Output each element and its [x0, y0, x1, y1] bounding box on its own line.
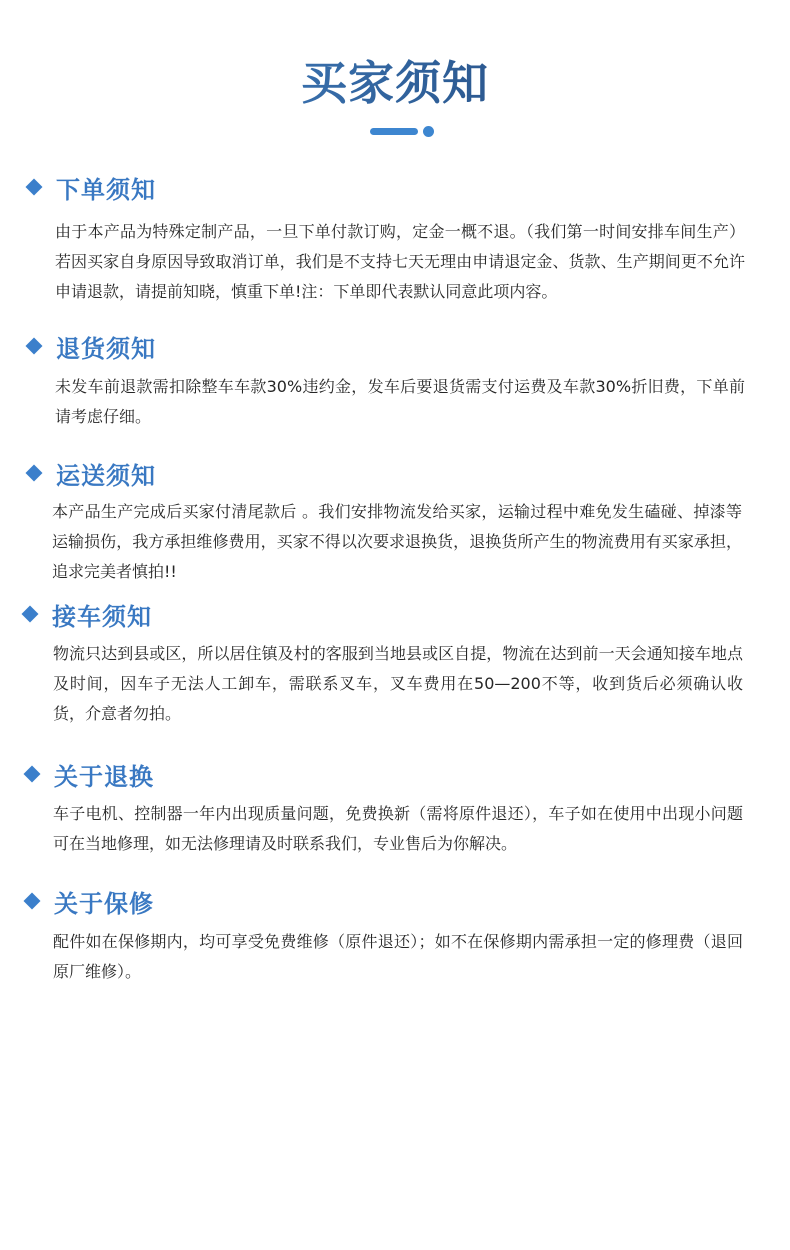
section-heading-text: 退货须知 — [56, 334, 156, 363]
section-heading-text: 关于保修 — [54, 889, 154, 918]
diamond-bullet-icon — [26, 465, 43, 482]
section-body-text: 本产品生产完成后买家付清尾款后 。我们安排物流发给买家，运输过程中难免发生磕碰、掉漆等运输损伤，我方承担维修费用，买家不得以次要求退换货，退换货所产生的物流费用有买家承担，追求完美者慎拍!! — [52, 502, 742, 581]
section-body-text: 配件如在保修期内，均可享受免费维修（原件退还）；如不在保修期内需承担一定的修理费（退回原厂维修）。 — [53, 932, 743, 981]
section-heading — [24, 170, 156, 204]
diamond-bullet-icon — [26, 338, 43, 355]
section-body-text: 未发车前退款需扣除整车车款30%违约金，发车后要退货需支付运费及车款30%折旧费，下单前请考虑仔细。 — [55, 377, 745, 426]
diamond-bullet-icon — [26, 179, 43, 196]
section-heading — [24, 329, 156, 363]
section-heading — [20, 597, 152, 631]
section-heading-text: 运送须知 — [56, 461, 156, 490]
page-title: 买家须知 — [0, 52, 790, 114]
diamond-bullet-icon — [22, 606, 39, 623]
section-heading — [22, 757, 154, 791]
title-underline-bar — [370, 128, 418, 135]
title-underline-dot — [423, 126, 434, 137]
title-decoration — [0, 126, 790, 138]
section-body-text: 车子电机、控制器一年内出现质量问题，免费换新（需将原件退还），车子如在使用中出现小问题可在当地修理，如无法修理请及时联系我们，专业售后为你解决。 — [53, 804, 743, 853]
section-body-text: 物流只达到县或区，所以居住镇及村的客服到当地县或区自提，物流在达到前一天会通知接车地点及时间，因车子无法人工卸车，需联系叉车，叉车费用在50—200不等，收到货后必须确认收货，介意者勿拍。 — [53, 644, 743, 723]
diamond-bullet-icon — [24, 766, 41, 783]
section-heading — [24, 456, 156, 490]
section-heading-text: 接车须知 — [52, 602, 152, 631]
diamond-bullet-icon — [24, 893, 41, 910]
section-body-text: 由于本产品为特殊定制产品，一旦下单付款订购，定金一概不退。（我们第一时间安排车间生产）若因买家自身原因导致取消订单，我们是不支持七天无理由申请退定金、货款、生产期间更不允许申请退款，请提前知晓，慎重下单!注：下单即代表默认同意此项内容。 — [55, 222, 745, 301]
section-heading-text: 关于退换 — [54, 762, 154, 791]
section-heading — [22, 884, 154, 918]
section-heading-text: 下单须知 — [56, 175, 156, 204]
